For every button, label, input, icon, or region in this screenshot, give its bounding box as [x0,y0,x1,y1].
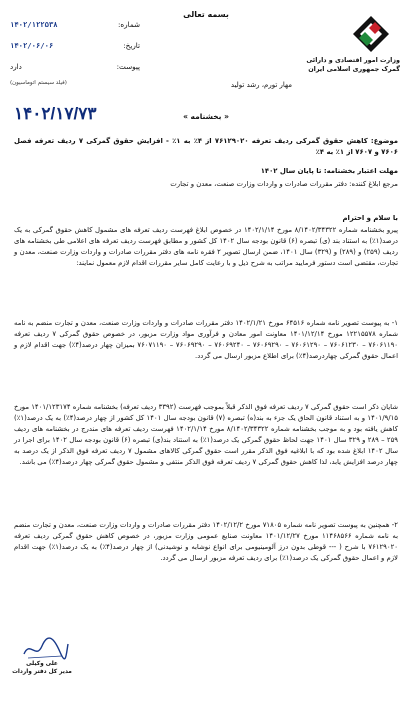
attachment-value: دارد [10,62,22,71]
signer-title: مدیر کل دفتر واردات [12,669,72,675]
registration-date-stamp: ۱۴۰۲/۱۷/۷۳ [14,104,97,123]
attachment-label: پیوست: [116,62,140,71]
deadline-line: مهلت اعتبار بخشنامه: تا پایان سال ۱۴۰۲ [260,167,398,175]
ministry-line-2: گمرک جمهوری اسلامی ایران [308,65,400,73]
reference-line: مرجع ابلاغ کننده: دفتر مقررات صادرات و واردات وزارت صنعت، معدن و تجارت [170,180,398,188]
paragraph-intro: پیرو بخشنامه شماره ۸/۱۴۰۲/۳۴۳۲۲ مورخ ۱۴۰۲/۱/۱۴ در خصوص ابلاغ فهرست ردیف تعرفه های مشمول کاهش حقوق گمرکی به یک درصد(۱٪) به استناد بند (ی) تبصره (۶) قانون بودجه سال ۱۴۰۲ کل کشور و مطابق فهرست ردیف تعرفه های اعلامی طی بخشنامه های ردیف (۲۵۹) و (۲۸۹) و (۳۲۹) سال ۱۴۰۱، ضمن ارسال تصویر ۲ فقره نامه های دفتر مقررات صادرات و واردات وزارت صنعت، معدن و تجارت، مقتضی است دستور فرمایید مراتب به شرح ذیل و با رعایت کامل سایر مقررات اقدام لازم معمول نمایند: [14,226,398,268]
paragraph-item-2: ۲- همچنین به پیوست تصویر نامه شماره ۷۱۸۰۵ مورخ ۱۴۰۲/۱۲/۲ دفتر مقررات صادرات و واردات وزارت صنعت، معدن و تجارت منضم به نامه شماره ۱۱۴۶۸۵۶۶ مورخ ۱۴۰۱/۱۲/۲۷ معاونت صنایع عمومی وزارت مزبور، در خصوص کاهش حقوق گمرکی ردیف تعرفه ۷۶۱۲۹۰۲۰ با شرح ( --- قوطی بدون درز آلومینیومی برای انواع نوشابه و نوشیدنی) از چهار درصد(۴٪) به یک درصد(۱٪) جهت اقدام لازم و اعمال حقوق گمرکی یک درصد(۱٪) برای ردیف تعرفه مزبور ارسال می گردد. [14,521,398,563]
number-value: ۱۴۰۲/۱۲۲۵۳۸ [10,20,58,29]
attachment-row [10,56,140,77]
recipient-line: مهار تورم، رشد تولید [230,81,292,89]
circular-heading: « بخشنامه » [183,112,229,121]
ministry-line-1: وزارت امور اقتصادی و دارائی [306,56,400,64]
number-row [10,14,140,35]
attachment-note: (فیلد سیستم اتوماسیون) [10,80,67,86]
date-value: ۱۴۰۲/۰۶/۰۶ [10,41,54,50]
ministry-block [280,56,400,74]
date-label: تاریخ: [123,41,140,50]
paragraph-note: شایان ذکر است حقوق گمرکی ۷ ردیف تعرفه فوق الذکر قبلاً بموجب فهرست (۳۳۹۲ ردیف تعرفه) بخشنامه شماره ۱۴۰۱/۱۲۳۱۷۴ مورخ ۱۴۰۱/۹/۱۵ و به استناد قانون الحاق یک جزء به بند(ه) تبصره (۷) قانون بودجه سال ۱۴۰۱ کل کشور از چهار درصد(۴٪) به یک درصد(۱٪) کاهش یافته بود و به موجب بخشنامه شماره ۸/۱۴۰۲/۳۴۳۲۲ مورخ ۱۴۰۲/۱/۱۴ فهرست ردیف تعرفه های مندرج در بخشنامه های ردیف ۲۵۹ – ۲۸۹ و ۳۲۹ سال ۱۴۰۱ جهت لحاظ حقوق گمرکی یک درصد(۱٪) به استناد بند(ی) تبصره (۶) قانون بودجه سال ۱۴۰۲ برای اجرا در سال ۱۴۰۲ ابلاغ شده بود که با ابلاغیه فوق الذکر مقرر است حقوق گمرکی کالاهای مشمول ۷ ردیف تعرفه فوق الذکر از یک درصد به چهار درصد افزایش یابد، لذا کاهش حقوق گمرکی ۷ ردیف تعرفه فوق الذکر منتفی و مشمول حقوق گمرکی چهار درصد(۴٪) می باشد. [14,403,399,467]
signature-scribble [20,636,70,662]
date-row [10,35,140,56]
paragraph-item-1: ۱- به پیوست تصویر نامه شماره ۶۴۵۱۶ مورخ ۱۴۰۲/۱/۲۱ دفتر مقررات صادرات و واردات وزارت صنعت، معدن و تجارت منضم به نامه شماره ۱۲۲۱۵۵۷۸ مورخ ۱۴۰۱/۱۲/۱۴ معاونت امور معادن و فرآوری مواد وزارت مزبور، در خصوص حقوق گمرکی ۷ ردیف تعرفه ۷۶۰۶۱۱۹۰ – ۷۶۰۶۱۲۳۰ – ۷۶۰۶۱۲۹۰ – ۷۶۰۶۹۲۹۰ – ۷۶۰۶۹۲۴۰ – ۷۶۰۶۹۲۹۰ – ۷۶۰۷۱۱۹۰ بمیزان چهار درصد(۴٪) جهت اقدام لازم و اعمال حقوق گمرکی چهاردرصد(۴٪) برای اطلاع مزبور ارسال می گردد. [14,319,398,361]
letter-meta [10,14,140,89]
signature-block [12,660,72,676]
greeting: با سلام و احترام [342,214,398,222]
customs-logo-icon [351,14,391,54]
basmala: بسمه تعالی [183,10,229,19]
subject-line: موضوع: کاهش حقوق گمرکی ردیف تعرفه ۷۶۱۲۹۰۲۰ از ۴٪ به ۱٪ - افزایش حقوق گمرکی ۷ ردیف تعرفه فصل ۷۶۰۶ و ۷۶۰۷ از ۱٪ به ۴٪ [14,137,398,157]
signer-name: علی وکیلی [26,661,58,667]
number-label: شماره: [117,20,140,29]
